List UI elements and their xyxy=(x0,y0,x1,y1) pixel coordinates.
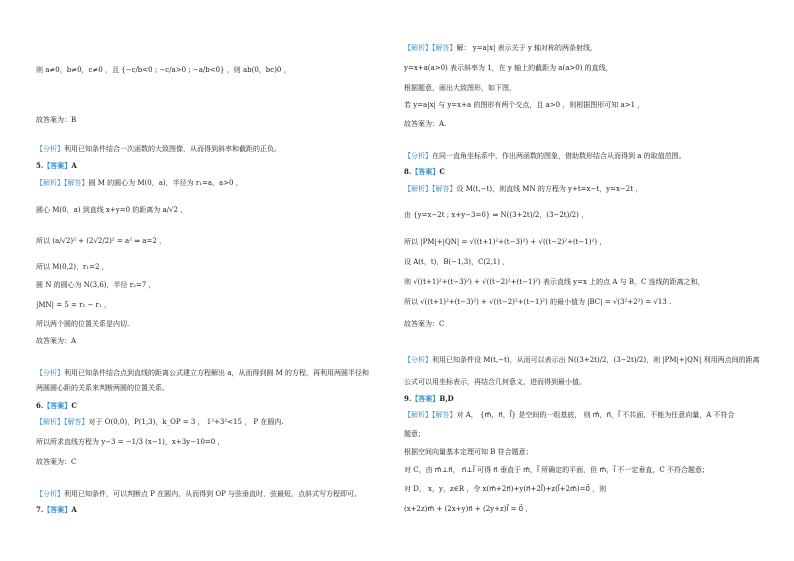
text-line: 【解析】【解答】设 M(t,−t)，则直线 MN 的方程为 y+t=x−t，y=x−2t ， xyxy=(404,185,643,193)
answer-heading: 5.【答案】A xyxy=(36,161,77,170)
text-line: 则 a≠0，b≠0，c≠0 ，且 {−c/b<0 ; −c/a>0 ; −a/b<0} ，则 ab(0，bc)0 ， xyxy=(36,66,291,74)
section-tag: 【解析】 xyxy=(404,411,432,419)
section-tag: 【解答】 xyxy=(432,44,457,52)
answer-heading: 7.【答案】A xyxy=(36,505,77,514)
text-line: 故答案为：C xyxy=(404,320,445,328)
text-line: (x+2z)m⃗ + (2x+y)n⃗ + (2y+z)l⃗ = 0⃗ ， xyxy=(404,505,533,513)
text-line: 题意； xyxy=(404,430,425,438)
text-line: 所以所求直线方程为 y−3 = −1/3 (x−1)，x+3y−10=0 ， xyxy=(36,438,225,446)
section-tag: 【解答】 xyxy=(64,418,89,426)
section-tag: 【分析】 xyxy=(404,356,432,364)
analysis-line: 【分析】利用已知条件结合一次函数的大致图像，从而得到斜率和截距的正负。 xyxy=(36,145,281,153)
analysis-line: 【分析】利用已知条件设 M(t,−t)，从而可以表示出 N((3+2t)/2，(3−2t)/2)，则 |PM|+|QN| 利用两点间的距离 xyxy=(404,356,760,364)
text-line: 故答案为：C xyxy=(36,458,77,466)
text-line: 所以 (a/√2)² + (2√2/2)² = a² ⇒ a=2 ， xyxy=(36,237,167,245)
section-tag: 【答案】 xyxy=(411,167,440,176)
text-line: 圆 N 的圆心为 N(3,6)，半径 r₂=7 ， xyxy=(36,281,156,289)
section-tag: 【解答】 xyxy=(64,179,89,187)
text-line: 【解析】【解答】对 A， {m⃗，n⃗，l⃗} 是空间的一组基底， 则 m⃗，n⃗，l⃗ 不共面，不能为任意向量，A 不符合 xyxy=(404,411,735,419)
section-tag: 【答案】 xyxy=(43,161,72,170)
section-tag: 【解析】 xyxy=(404,185,432,193)
section-tag: 【分析】 xyxy=(36,490,64,498)
text-line: 【解析】【解答】对于 O(0,0)，P(1,3)，k_OP = 3 ， 1²+3²<15 ， P 在圆内. xyxy=(36,418,284,426)
text-line: 则 √((t+1)²+(t−3)²) + √((t−2)²+(t−1)²) 表示直线 y=x 上的点 A 与 B，C 连线的距离之和， xyxy=(404,278,705,286)
answer-heading: 8.【答案】C xyxy=(404,167,445,176)
analysis-line: 公式可以用坐标表示，再结合几何意义，进而得到最小值。 xyxy=(404,378,586,386)
text-line: 故答案为：A. xyxy=(404,120,447,128)
section-tag: 【答案】 xyxy=(43,505,72,514)
answer-heading: 6.【答案】C xyxy=(36,401,77,410)
text-line: 对 D， x，y，z∈R ，令 x(m⃗+2n⃗)+y(n⃗+2l⃗)+z(l⃗+2m⃗)=0⃗ ，则 xyxy=(404,485,607,493)
text-line: 圆心 M(0，a) 到直线 x+y=0 的距离为 a/√2 ， xyxy=(36,206,188,214)
text-line: 所以 |PM|+|QN| = √((t+1)²+(t−3)²) + √((t−2)²+(t−1)²) ， xyxy=(404,238,607,246)
analysis-line: 【分析】利用已知条件，可以判断点 P 在圆内，从而得到 OP 与弦垂直时，弦最短，点斜式写方程即可。 xyxy=(36,490,362,498)
text-line: 设 A(t，t)，B(−1,3)，C(2,1) ， xyxy=(404,258,510,266)
text-line: 所以 M(0,2)，r₁=2 ， xyxy=(36,263,109,271)
section-tag: 【分析】 xyxy=(36,369,64,377)
text-line: 根据题意，画出大致图形，如下图， xyxy=(404,84,516,92)
section-tag: 【答案】 xyxy=(411,394,440,403)
text-line: 若 y=a|x| 与 y=x+a 的图形有两个交点，且 a>0 ，则根据图形可知 a>1 ， xyxy=(404,101,645,109)
analysis-line: 【分析】在同一直角坐标系中，作出两函数的图象，借助数形结合从而得到 a 的取值范围。 xyxy=(404,152,686,160)
text-line: 由 {y=x−2t ; x+y−3=0} ⇒ N((3+2t)/2，(3−2t)/2) ， xyxy=(404,211,589,219)
section-tag: 【解答】 xyxy=(432,185,457,193)
answer-heading: 9.【答案】B,D xyxy=(404,394,454,403)
section-tag: 【解析】 xyxy=(36,179,64,187)
text-line: 【解析】【解答】圆 M 的圆心为 M(0，a)，半径为 r₁=a，a>0 ， xyxy=(36,179,243,187)
text-line: 所以 √((t+1)²+(t−3)²) + √((t−2)²+(t−1)²) 的最小值为 |BC| = √(3²+2²) = √13 . xyxy=(404,298,672,306)
text-line: 【解析】【解答】解： y=a|x| 表示关于 y 轴对称的两条射线， xyxy=(404,44,598,52)
text-line: 故答案为：B xyxy=(36,116,77,124)
text-line: 所以两个圆的位置关系是内切. xyxy=(36,320,130,328)
analysis-line: 两圆圆心距的关系来判断两圆的位置关系。 xyxy=(36,384,169,392)
text-line: |MN| = 5 = r₂ − r₁ ， xyxy=(36,301,111,309)
section-tag: 【解析】 xyxy=(404,44,432,52)
analysis-line: 【分析】利用已知条件结合点到直线的距离公式建立方程解出 a，从而得到圆 M 的方程，再利用两圆半径和 xyxy=(36,369,370,377)
text-line: 对 C，由 m⃗⊥n⃗， n⃗⊥l⃗ 可得 n⃗ 垂直于 m⃗，l⃗ 所确定的平面，但 m⃗，l⃗ 不一定垂直，C 不符合题意； xyxy=(404,466,709,474)
section-tag: 【解答】 xyxy=(432,411,457,419)
section-tag: 【答案】 xyxy=(43,401,72,410)
section-tag: 【分析】 xyxy=(404,152,432,160)
text-line: 根据空间向量基本定理可知 B 符合题意； xyxy=(404,448,533,456)
text-line: 故答案为：A xyxy=(36,337,77,345)
text-line: y=x+a(a>0) 表示斜率为 1，在 y 轴上的截距为 a(a>0) 的直线， xyxy=(404,64,613,72)
section-tag: 【分析】 xyxy=(36,145,64,153)
section-tag: 【解析】 xyxy=(36,418,64,426)
